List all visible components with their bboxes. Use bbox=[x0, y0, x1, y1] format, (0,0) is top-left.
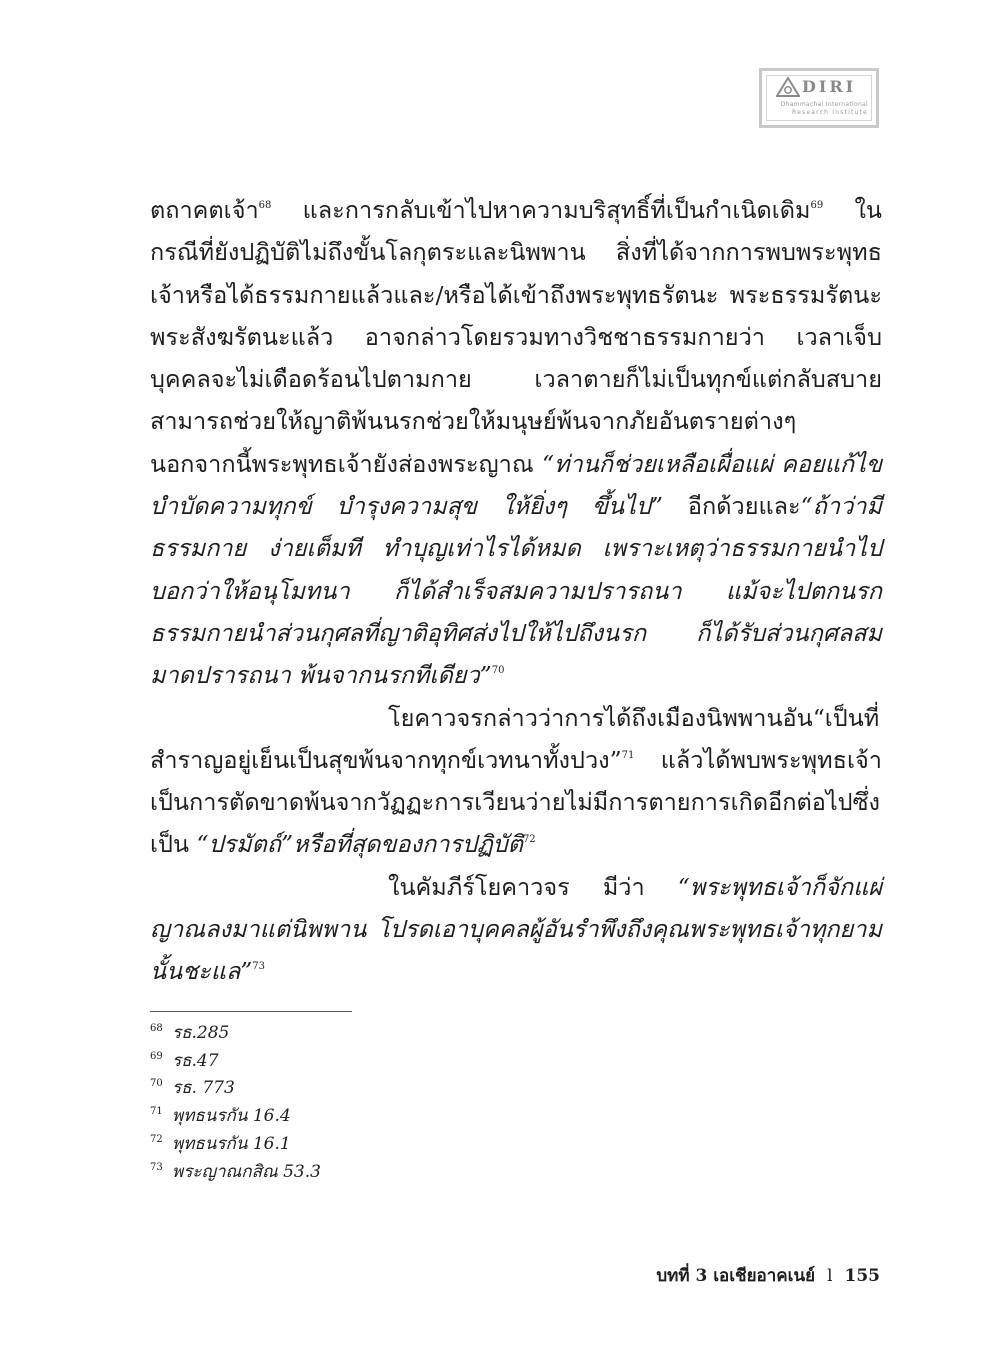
footnote-ref-70[interactable]: 70 bbox=[491, 665, 505, 677]
footnote-number: 72 bbox=[150, 1133, 163, 1145]
footnote-item bbox=[150, 1104, 321, 1132]
logo-name: DIRI bbox=[802, 77, 857, 96]
paragraph-3 bbox=[150, 866, 882, 993]
text-span: และการกลับเข้าไปหาความบริสุทธิ์ที่เป็นกำเนิดเดิม bbox=[271, 196, 811, 224]
text-span: โยคาวจรกล่าวว่าการได้ถึงเมืองนิพพานอัน“เป็นที่สำราญอยู่เย็นเป็นสุขพ้นจากทุกข์เวทนาทั้งปวง” bbox=[150, 703, 880, 774]
footnote-number: 69 bbox=[150, 1050, 163, 1062]
quote: “พระพุทธเจ้าก็จักแผ่ญาณลงมาแต่นิพพาน โปรดเอาบุคคลผู้อันรำพึงถึงคุณพระพุทธเจ้าทุกยามนั้นชะแล” bbox=[150, 872, 882, 986]
text-span: ในคัมภีร์โยคาวจร มีว่า bbox=[388, 872, 678, 901]
footnote-text: รธ. 773 bbox=[172, 1078, 235, 1099]
footnote-number: 71 bbox=[150, 1106, 163, 1118]
footnote-item bbox=[150, 1021, 321, 1049]
triangle-emblem-icon bbox=[776, 77, 800, 97]
quote: “ปรมัตถ์”หรือที่สุดของการปฏิบัติ bbox=[196, 830, 523, 859]
footnote-number: 68 bbox=[150, 1023, 163, 1034]
footnote-number: 73 bbox=[150, 1161, 163, 1173]
text-span: ตถาคตเจ้า bbox=[150, 196, 259, 224]
footnote-ref-69[interactable]: 69 bbox=[810, 200, 824, 211]
text-span: แล้วได้พบพระพุทธเจ้าเป็นการตัดขาดพ้นจากวัฏฏะการเวียนว่ายไม่มีการตายการเกิดอีกต่อไปซึ่งเป็น bbox=[150, 745, 882, 859]
footer-separator: l bbox=[827, 1266, 833, 1286]
footnotes bbox=[150, 1021, 321, 1187]
footnote-divider bbox=[150, 1011, 352, 1012]
logo-subtitle-1: Dhammachai International bbox=[780, 101, 868, 108]
footnote-item bbox=[150, 1160, 321, 1188]
paragraph-2 bbox=[150, 697, 882, 866]
footnote-text: รธ.285 bbox=[172, 1023, 230, 1043]
chapter-title: บทที่ 3 เอเชียอาคเนย์ bbox=[656, 1266, 816, 1286]
text-span: อีกด้วยและ bbox=[662, 492, 801, 521]
page-footer bbox=[656, 1262, 880, 1289]
footnote-ref-73[interactable]: 73 bbox=[252, 961, 265, 973]
logo-subtitle-2: Research Institute bbox=[792, 109, 868, 116]
footnote-number: 70 bbox=[150, 1078, 163, 1090]
text-span: ในกรณีที่ยังปฏิบัติไม่ถึงขั้นโลกุตระและนิพพาน สิ่งที่ได้จากการพบพระพุทธเจ้าหรือได้ธรรมกายแล้วและ/หรือได้เข้าถึงพระพุทธรัตนะ พระธรรมรัตนะ พระสังฆรัตนะแล้ว อาจกล่าวโดยรวมทางวิชชาธรรมกายว่า เวลาเจ็บบุคคลจะไม่เดือดร้อนไปตามกาย เวลาตายก็ไม่เป็นทุกข์แต่กลับสบาย สามารถช่วยให้ญาติพ้นนรกช่วยให้มนุษย์พ้นจากภัยอันตรายต่างๆ นอกจากนี้พระพุทธเจ้ายังส่องพระญาณ bbox=[150, 196, 882, 478]
footnote-text: พระญาณกสิณ 53.3 bbox=[172, 1161, 321, 1182]
footnote-text: พุทธนรกัน 16.4 bbox=[172, 1106, 291, 1127]
paragraph-1 bbox=[150, 189, 882, 697]
quote: “ถ้าว่ามีธรรมกาย ง่ายเต็มที ทำบุญเท่าไรได้หมด เพราะเหตุว่าธรรมกายนำไปบอกว่าให้อนุโมทนา ก็ได้สำเร็จสมความปรารถนา แม้จะไปตกนรก ธรรมกายนำส่วนกุศลที่ญาติอุทิศส่งไปให้ไปถึงนรก ก็ได้รับส่วนกุศลสมมาดปรารถนา พ้นจากนรกทีเดียว” bbox=[150, 492, 882, 690]
footnote-item bbox=[150, 1132, 321, 1160]
footnote-item bbox=[150, 1076, 321, 1104]
footnote-ref-71[interactable]: 71 bbox=[621, 749, 635, 761]
page-number: 155 bbox=[844, 1266, 880, 1286]
footnote-ref-72[interactable]: 72 bbox=[522, 834, 536, 846]
footnote-ref-68[interactable]: 68 bbox=[258, 200, 272, 211]
footnote-text: รธ.47 bbox=[172, 1050, 219, 1071]
diri-logo bbox=[759, 68, 879, 128]
quote: “ท่านก็ช่วยเหลือเผื่อแผ่ คอยแก้ไข บำบัดความทุกข์ บำรุงความสุข ให้ยิ่งๆ ขึ้นไป” bbox=[150, 449, 883, 521]
main-text bbox=[150, 189, 882, 993]
footnote-item bbox=[150, 1049, 321, 1077]
footnote-text: พุทธนรกัน 16.1 bbox=[172, 1133, 291, 1154]
